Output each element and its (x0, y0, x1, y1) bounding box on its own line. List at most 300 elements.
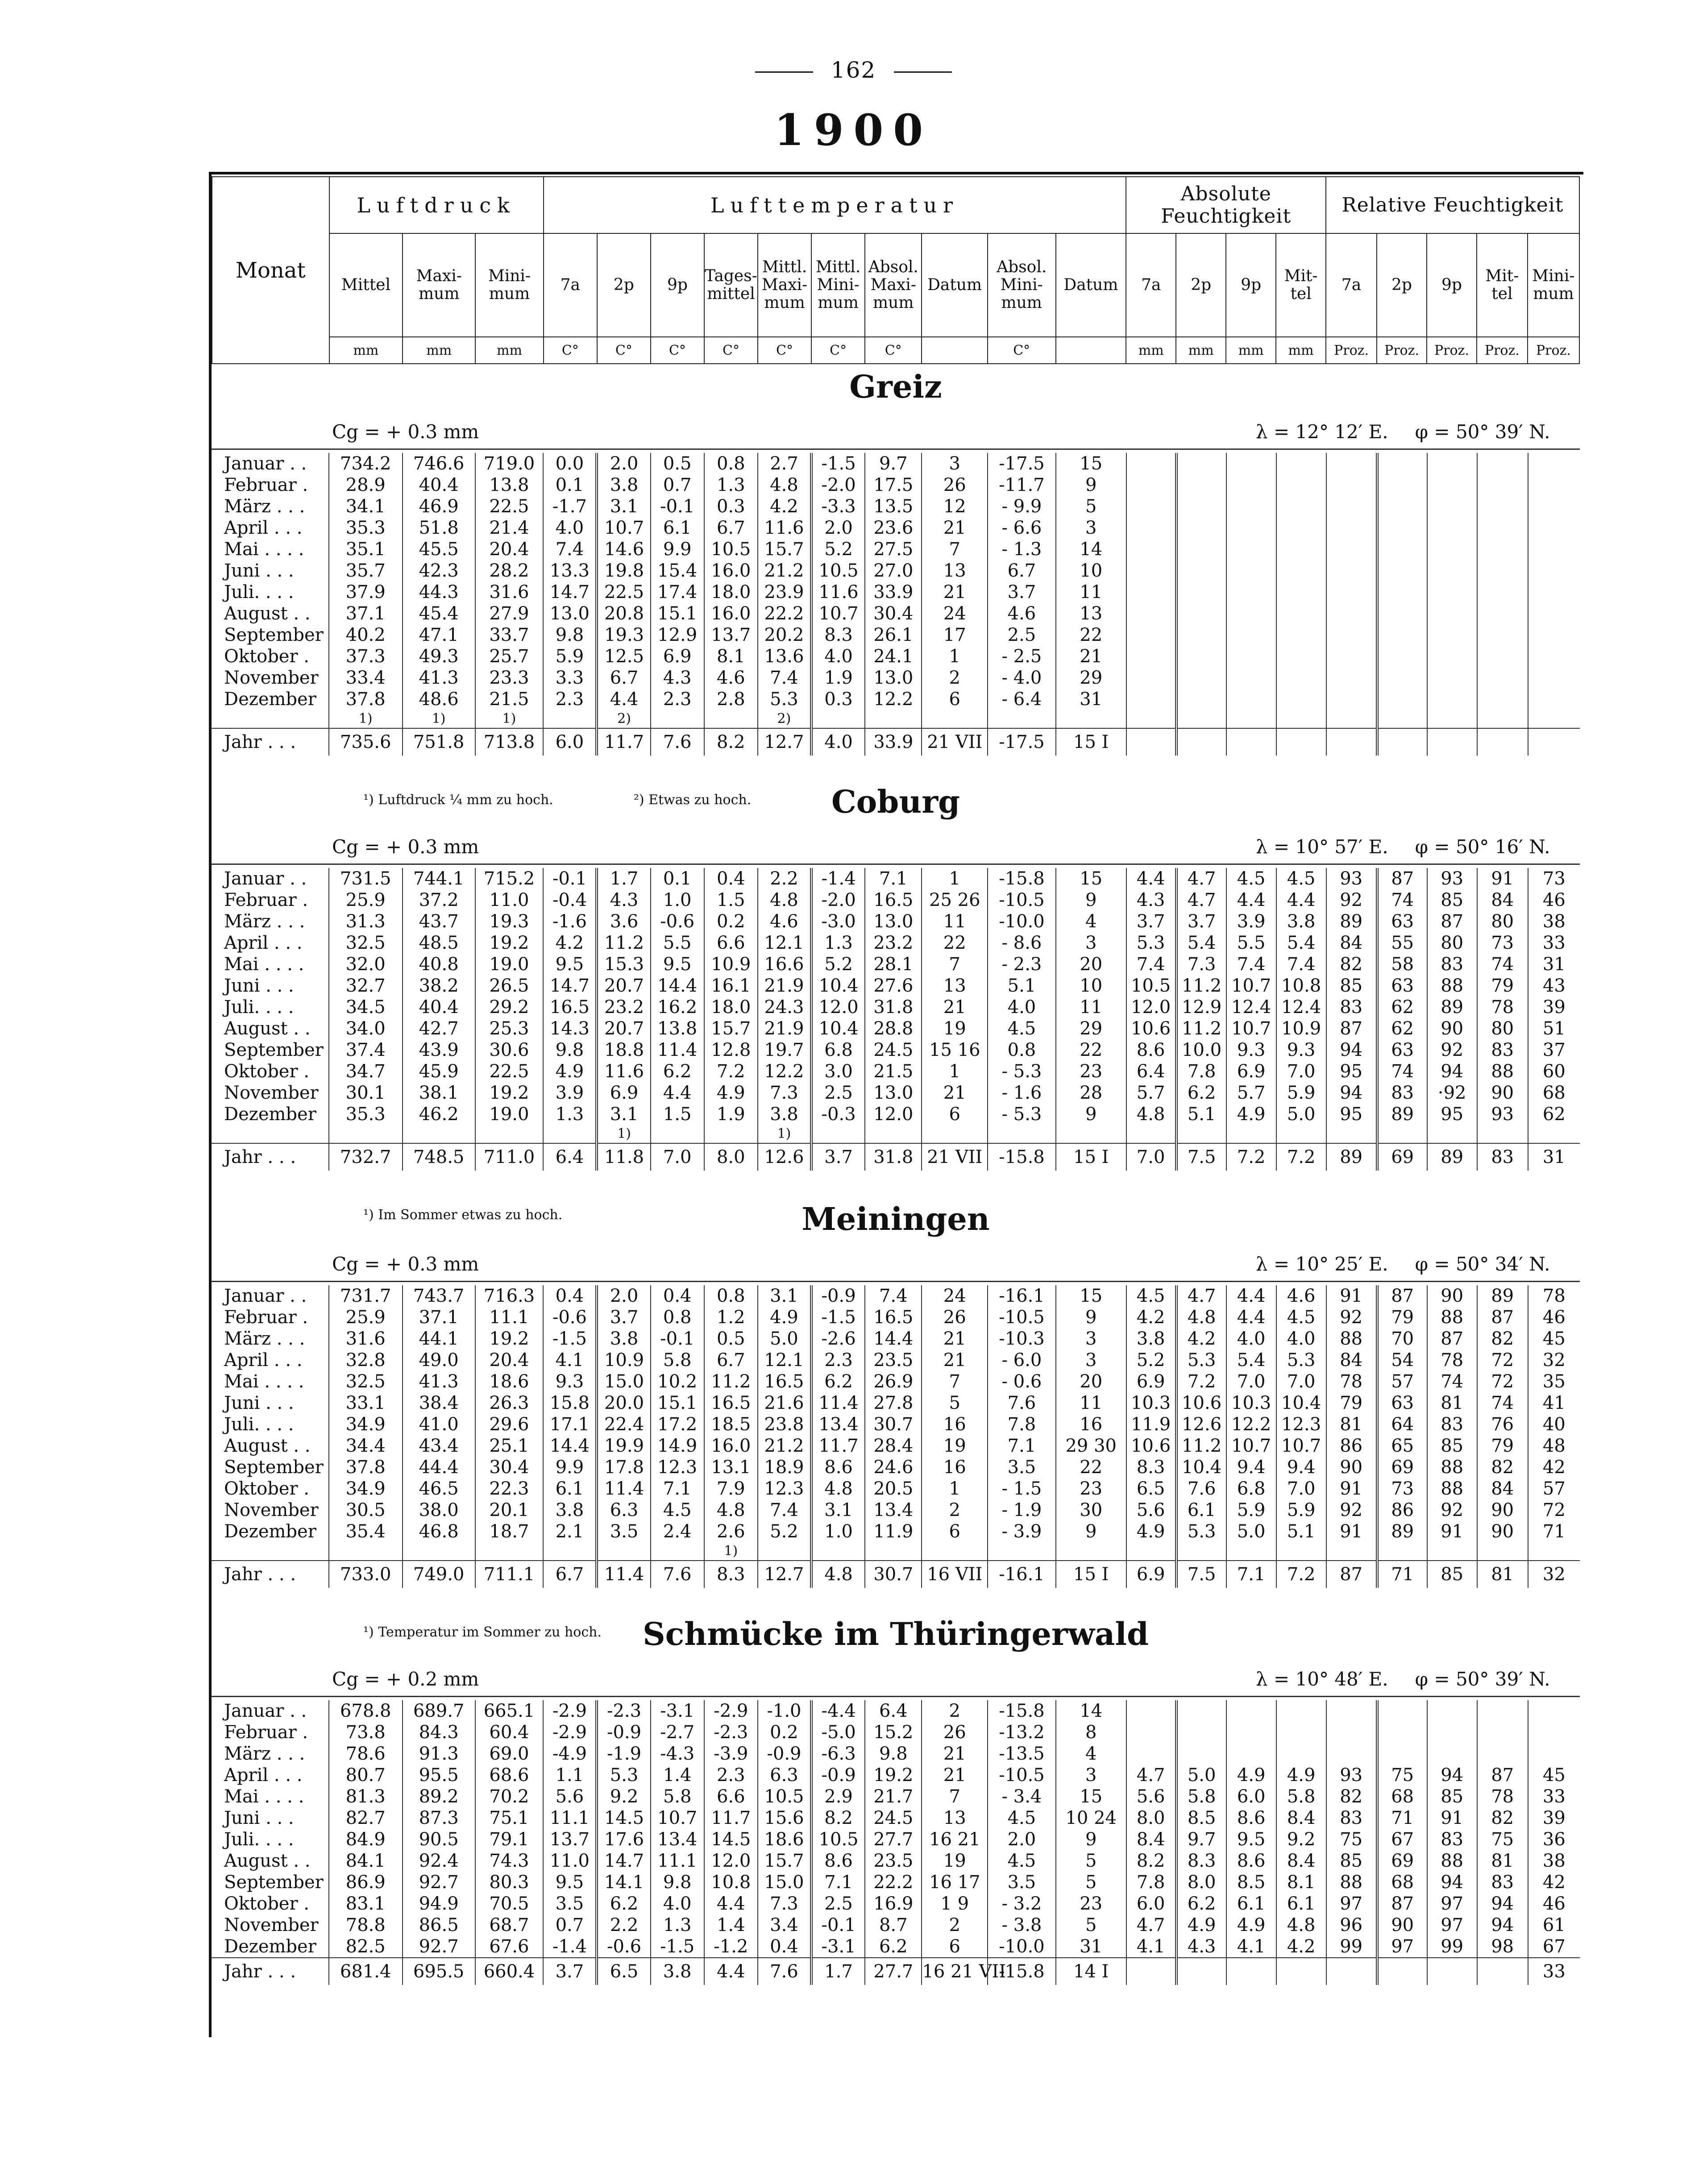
table-cell: 88 (1326, 1328, 1377, 1349)
table-cell (1377, 1743, 1427, 1765)
table-cell: 7.1 (988, 1435, 1056, 1457)
table-cell: 9.3 (1276, 1039, 1326, 1061)
table-cell: 10.6 (1176, 1392, 1226, 1414)
table-cell: 18.6 (475, 1371, 544, 1392)
month-label: Juli. . . . (224, 1829, 294, 1850)
table-cell: 15.2 (865, 1722, 922, 1743)
table-cell: 88 (1427, 1478, 1477, 1499)
table-cell: -1.5 (651, 1936, 704, 1958)
table-cell: 87 (1377, 868, 1427, 889)
table-cell: 37.2 (403, 889, 475, 911)
table-cell: 14 (1056, 539, 1126, 560)
table-cell: 82 (1477, 1457, 1528, 1478)
month-label: Februar . (224, 475, 308, 495)
month-label: Januar . . (224, 1286, 307, 1306)
table-cell: 8.7 (865, 1914, 922, 1936)
table-cell: 22.4 (597, 1414, 650, 1435)
table-cell: 30.7 (865, 1414, 922, 1435)
table-cell: 6.9 (1126, 1371, 1176, 1392)
table-cell: 3.5 (543, 1893, 597, 1914)
table-cell: 13 (922, 560, 988, 581)
table-cell: 9.9 (543, 1457, 597, 1478)
table-cell (1176, 453, 1226, 474)
table-cell: -17.5 (988, 728, 1056, 756)
table-cell: 35.3 (329, 517, 403, 539)
table-cell: 70 (1377, 1328, 1427, 1349)
table-cell: 2.5 (811, 1082, 865, 1104)
table-cell: 12.2 (758, 1061, 811, 1082)
table-cell (1528, 517, 1580, 539)
month-label: März . . . (224, 1744, 305, 1764)
station-latitude: φ = 50° 34′ N. (1415, 1253, 1550, 1275)
table-cell: 51.8 (403, 517, 475, 539)
table-cell: 92 (1427, 1499, 1477, 1521)
table-row (212, 1328, 1580, 1349)
table-cell: 12.0 (1126, 997, 1176, 1018)
table-cell: 16.2 (651, 997, 704, 1018)
table-cell: 40.2 (329, 624, 403, 646)
table-cell (1176, 624, 1226, 646)
table-cell: 71 (1377, 1807, 1427, 1829)
table-cell: 4.2 (758, 496, 811, 517)
table-cell (1276, 624, 1326, 646)
table-cell: 12.2 (1226, 1414, 1276, 1435)
table-cell: 99 (1427, 1936, 1477, 1958)
table-cell (1226, 581, 1276, 603)
table-cell (1528, 667, 1580, 689)
table-cell: 9.8 (543, 624, 597, 646)
column-unit: mm (475, 337, 544, 364)
top-border (209, 172, 1583, 174)
table-cell (1427, 1700, 1477, 1722)
table-cell: 21 (922, 581, 988, 603)
table-cell: 12.9 (651, 624, 704, 646)
table-cell: 4.9 (1226, 1914, 1276, 1936)
table-cell (1326, 624, 1377, 646)
column-unit: Proz. (1477, 337, 1528, 364)
table-cell: 6.7 (704, 517, 758, 539)
table-cell (1427, 1125, 1477, 1143)
table-cell (1226, 646, 1276, 667)
table-cell: 9.5 (543, 1872, 597, 1893)
table-cell: 0.1 (543, 474, 597, 496)
table-cell: -13.2 (988, 1722, 1056, 1743)
table-cell: 88 (1427, 975, 1477, 997)
table-cell: 27.8 (865, 1392, 922, 1414)
table-cell (1056, 710, 1126, 728)
table-cell: 4.7 (1176, 889, 1226, 911)
table-cell: 5.4 (1226, 1349, 1276, 1371)
table-cell: 7.4 (1126, 954, 1176, 975)
table-cell: 4.4 (597, 689, 650, 710)
table-cell: 1.7 (597, 868, 650, 889)
table-cell: 5.8 (651, 1349, 704, 1371)
table-cell: 42 (1528, 1457, 1580, 1478)
table-cell: 3.7 (1176, 911, 1226, 932)
table-cell: 19 (922, 1850, 988, 1872)
table-cell: 5.3 (1176, 1521, 1226, 1542)
table-cell: - 4.0 (988, 667, 1056, 689)
table-row (212, 1893, 1580, 1914)
table-cell: 22.3 (475, 1478, 544, 1499)
table-cell: 32.8 (329, 1349, 403, 1371)
table-cell (1326, 603, 1377, 624)
table-cell: 5 (1056, 1872, 1126, 1893)
table-cell (988, 710, 1056, 728)
table-cell (1377, 689, 1427, 710)
table-cell (1176, 603, 1226, 624)
table-cell: 9.9 (651, 539, 704, 560)
table-cell: 6.1 (1176, 1499, 1226, 1521)
station-coordinates (1256, 1253, 1550, 1275)
table-cell: 8.3 (1176, 1850, 1226, 1872)
table-cell: 79 (1477, 975, 1528, 997)
month-label: März . . . (224, 496, 305, 517)
table-row (212, 1829, 1580, 1850)
table-cell: 2.0 (597, 1285, 650, 1307)
table-cell: -0.6 (543, 1307, 597, 1328)
table-cell: 45.9 (403, 1061, 475, 1082)
table-cell: 10.5 (811, 560, 865, 581)
table-cell: 6 (922, 1104, 988, 1125)
table-cell: 89 (1326, 911, 1377, 932)
table-cell: 13.0 (543, 603, 597, 624)
table-cell (1226, 1722, 1276, 1743)
column-unit (922, 337, 988, 364)
table-cell (543, 1125, 597, 1143)
table-cell: 6.4 (1126, 1061, 1176, 1082)
table-cell: 731.7 (329, 1285, 403, 1307)
table-cell: - 2.5 (988, 646, 1056, 667)
table-cell: 11 (1056, 581, 1126, 603)
table-cell: 5.4 (1276, 932, 1326, 954)
table-cell: 20.0 (597, 1392, 650, 1414)
table-cell: 11.7 (811, 1435, 865, 1457)
table-cell: 6.1 (543, 1478, 597, 1499)
table-row (212, 728, 1580, 756)
table-cell: 7.6 (988, 1392, 1056, 1414)
footnote: ¹) Temperatur im Sommer zu hoch. (363, 1624, 602, 1640)
table-cell: 11.2 (1176, 1435, 1226, 1457)
table-cell: 10.7 (651, 1807, 704, 1829)
table-cell: 97 (1377, 1936, 1427, 1958)
table-cell: 21.5 (475, 689, 544, 710)
month-label (212, 1125, 329, 1143)
table-cell: 17.5 (865, 474, 922, 496)
table-cell: 14 (1056, 1700, 1126, 1722)
table-cell: -2.3 (597, 1700, 650, 1722)
table-cell: 15 (1056, 1285, 1126, 1307)
table-cell: 33.9 (865, 581, 922, 603)
table-cell: 5.0 (1276, 1104, 1326, 1125)
table-cell: 7.0 (1276, 1371, 1326, 1392)
table-cell: 10.5 (704, 539, 758, 560)
table-cell: 4.8 (704, 1499, 758, 1521)
table-cell: 18.6 (758, 1829, 811, 1850)
table-cell: 0.8 (704, 453, 758, 474)
table-cell: 25.7 (475, 646, 544, 667)
table-cell (922, 1542, 988, 1561)
table-cell (1226, 496, 1276, 517)
table-cell: 19.2 (475, 1328, 544, 1349)
table-cell: 24.5 (865, 1807, 922, 1829)
table-row (212, 517, 1580, 539)
table-cell: 23 (1056, 1893, 1126, 1914)
table-cell: 22 (1056, 1039, 1126, 1061)
table-cell: 15.1 (651, 1392, 704, 1414)
table-cell: 14.7 (543, 975, 597, 997)
table-cell: 4.2 (1126, 1307, 1176, 1328)
table-cell: 38.0 (403, 1499, 475, 1521)
table-cell (1276, 1542, 1326, 1561)
table-cell: 74 (1427, 1371, 1477, 1392)
table-cell: 8.6 (1226, 1807, 1276, 1829)
table-cell: 6.2 (597, 1893, 650, 1914)
table-row (212, 667, 1580, 689)
table-cell: 19.0 (475, 1104, 544, 1125)
column-label: 2p (597, 233, 651, 337)
table-cell: 744.1 (403, 868, 475, 889)
table-cell: 49.0 (403, 1349, 475, 1371)
table-cell: 9 (1056, 889, 1126, 911)
table-cell: 6.2 (811, 1371, 865, 1392)
column-label: 2p (1377, 233, 1427, 337)
table-cell (1326, 646, 1377, 667)
table-cell: 85 (1326, 1850, 1377, 1872)
month-label: April . . . (224, 518, 303, 538)
table-cell: 11.2 (1176, 1018, 1226, 1039)
table-cell: 10.9 (704, 954, 758, 975)
table-cell: 2 (922, 1914, 988, 1936)
table-cell (1528, 1542, 1580, 1561)
table-cell: 13.3 (543, 560, 597, 581)
table-cell (1276, 1700, 1326, 1722)
table-cell: 89 (1427, 1143, 1477, 1171)
table-cell: 15.0 (758, 1872, 811, 1893)
table-cell: 4.7 (1126, 1765, 1176, 1786)
table-cell: 4.3 (597, 889, 650, 911)
table-cell: 9.5 (651, 954, 704, 975)
table-cell: 80.3 (475, 1872, 544, 1893)
table-cell (1377, 667, 1427, 689)
table-cell: 19.3 (597, 624, 650, 646)
table-cell: 0.8 (988, 1039, 1056, 1061)
table-cell: -4.4 (811, 1700, 865, 1722)
month-label: Oktober . (224, 1893, 310, 1914)
table-cell (1427, 474, 1477, 496)
table-row (212, 1807, 1580, 1829)
table-cell: 9.3 (543, 1371, 597, 1392)
table-cell (1528, 474, 1580, 496)
table-cell (1528, 453, 1580, 474)
table-cell: 84.1 (329, 1850, 403, 1872)
table-cell (1276, 474, 1326, 496)
table-cell: 18.9 (758, 1457, 811, 1478)
table-cell: 22.5 (597, 581, 650, 603)
table-cell: 11.2 (1176, 975, 1226, 997)
table-row (212, 1850, 1580, 1872)
table-cell: 4.4 (1226, 1307, 1276, 1328)
table-cell: 12 (922, 496, 988, 517)
table-cell: 84.9 (329, 1829, 403, 1850)
table-cell: 41.0 (403, 1414, 475, 1435)
table-cell: 9.8 (543, 1039, 597, 1061)
table-cell: 24.1 (865, 646, 922, 667)
month-label: August . . (224, 1436, 311, 1456)
month-label: Mai . . . . (224, 539, 304, 560)
table-cell: 51 (1528, 1018, 1580, 1039)
table-cell: 3 (1056, 1328, 1126, 1349)
table-cell: 16.6 (758, 954, 811, 975)
table-cell: 10 (1056, 975, 1126, 997)
table-cell: 86 (1326, 1435, 1377, 1457)
table-cell (403, 1542, 475, 1561)
table-row (212, 1414, 1580, 1435)
table-cell: -1.4 (811, 868, 865, 889)
table-cell: 4.9 (1226, 1765, 1276, 1786)
table-cell: 9 (1056, 1829, 1126, 1850)
table-cell: 21.2 (758, 560, 811, 581)
table-cell: 2.4 (651, 1521, 704, 1542)
table-cell: 43.4 (403, 1435, 475, 1457)
table-cell: 749.0 (403, 1561, 475, 1588)
table-cell: 11.1 (475, 1307, 544, 1328)
table-cell: 31 (1056, 689, 1126, 710)
table-cell: 29 (1056, 667, 1126, 689)
column-label: 9p (1226, 233, 1276, 337)
table-cell: 5.8 (1276, 1786, 1326, 1807)
table-cell: 41.3 (403, 1371, 475, 1392)
table-cell: 75.1 (475, 1807, 544, 1829)
table-cell: 82.7 (329, 1807, 403, 1829)
table-cell (1176, 581, 1226, 603)
column-label: Absol. Mini-mum (988, 233, 1056, 337)
table-cell: 97 (1326, 1893, 1377, 1914)
table-cell: 45 (1528, 1765, 1580, 1786)
table-cell: 12.7 (758, 1561, 811, 1588)
table-cell: 87 (1477, 1307, 1528, 1328)
table-cell: 46 (1528, 889, 1580, 911)
table-cell: 91 (1427, 1521, 1477, 1542)
table-cell: 11.4 (597, 1561, 650, 1588)
table-cell: 4.2 (543, 932, 597, 954)
table-cell: 6.7 (988, 560, 1056, 581)
table-cell: 1.7 (811, 1958, 865, 1985)
table-cell: 0.3 (704, 496, 758, 517)
table-cell (1427, 517, 1477, 539)
table-cell: 9.8 (651, 1872, 704, 1893)
table-cell: 92 (1326, 1499, 1377, 1521)
month-label: Jahr . . . (212, 1143, 329, 1171)
table-cell (1176, 710, 1226, 728)
table-cell: 4.6 (988, 603, 1056, 624)
table-cell: 32.5 (329, 1371, 403, 1392)
table-cell: 6.8 (811, 1039, 865, 1061)
table-cell: 4.4 (1226, 889, 1276, 911)
table-cell: 31.6 (329, 1328, 403, 1349)
table-cell (475, 1542, 544, 1561)
table-cell: 16.5 (865, 889, 922, 911)
table-cell: 46 (1528, 1307, 1580, 1328)
table-cell: 0.7 (651, 474, 704, 496)
table-cell: 71 (1528, 1521, 1580, 1542)
table-cell: -5.0 (811, 1722, 865, 1743)
lufttemperatur-header: Lufttemperatur (544, 177, 1126, 233)
table-cell: 14.1 (597, 1872, 650, 1893)
table-cell: 23.6 (865, 517, 922, 539)
column-unit: Proz. (1528, 337, 1579, 364)
table-cell: -2.9 (704, 1700, 758, 1722)
table-cell: 69.0 (475, 1743, 544, 1765)
table-cell: 6.9 (651, 646, 704, 667)
table-cell: - 1.3 (988, 539, 1056, 560)
table-cell: 81 (1477, 1850, 1528, 1872)
table-cell: 34.9 (329, 1414, 403, 1435)
table-cell (1377, 560, 1427, 581)
table-cell: -2.6 (811, 1328, 865, 1349)
table-cell: 90 (1427, 1018, 1477, 1039)
table-cell: 8.5 (1176, 1807, 1226, 1829)
table-cell: 75 (1377, 1765, 1427, 1786)
table-cell: 37.1 (403, 1307, 475, 1328)
table-cell: 5.3 (597, 1765, 650, 1786)
table-cell: 9.7 (1176, 1829, 1226, 1850)
table-cell: 46.2 (403, 1104, 475, 1125)
table-cell: 6.2 (1176, 1082, 1226, 1104)
table-cell (1276, 1125, 1326, 1143)
table-cell (1176, 1700, 1226, 1722)
table-cell: 5.0 (758, 1328, 811, 1349)
table-cell: 21 VII (922, 1143, 988, 1171)
table-cell: 84 (1326, 932, 1377, 954)
table-cell: 2 (922, 1499, 988, 1521)
table-cell: 9 (1056, 1104, 1126, 1125)
month-label: Juli. . . . (224, 997, 294, 1017)
table-cell: 12.3 (651, 1457, 704, 1478)
table-cell: 89 (1377, 1104, 1427, 1125)
table-cell: 11.0 (543, 1850, 597, 1872)
table-cell: 1.3 (811, 932, 865, 954)
table-cell: 80 (1477, 911, 1528, 932)
table-cell: 27.9 (475, 603, 544, 624)
table-row (212, 1349, 1580, 1371)
table-cell: 81.3 (329, 1786, 403, 1807)
table-cell: 88 (1427, 1457, 1477, 1478)
table-cell: 22.5 (475, 1061, 544, 1082)
table-cell: -0.3 (811, 1104, 865, 1125)
table-cell: -15.8 (988, 868, 1056, 889)
table-cell: 12.4 (1226, 997, 1276, 1018)
table-cell: 47.1 (403, 624, 475, 646)
table-cell (1377, 1958, 1427, 1985)
table-cell: 8.6 (1126, 1039, 1176, 1061)
table-cell: 3 (922, 453, 988, 474)
table-cell: 11.0 (475, 889, 544, 911)
table-cell: 6.7 (704, 1349, 758, 1371)
table-cell: 44.4 (403, 1457, 475, 1478)
table-cell: -10.0 (988, 911, 1056, 932)
table-cell (1377, 474, 1427, 496)
table-cell (1226, 1542, 1276, 1561)
table-cell: 31.3 (329, 911, 403, 932)
month-label: November (224, 1083, 319, 1103)
table-cell: 20.4 (475, 539, 544, 560)
table-cell (1377, 624, 1427, 646)
table-cell: 35.7 (329, 560, 403, 581)
table-cell: 16 21 VII (922, 1958, 988, 1985)
table-cell: 10 24 (1056, 1807, 1126, 1829)
month-label: Juni . . . (224, 561, 294, 581)
